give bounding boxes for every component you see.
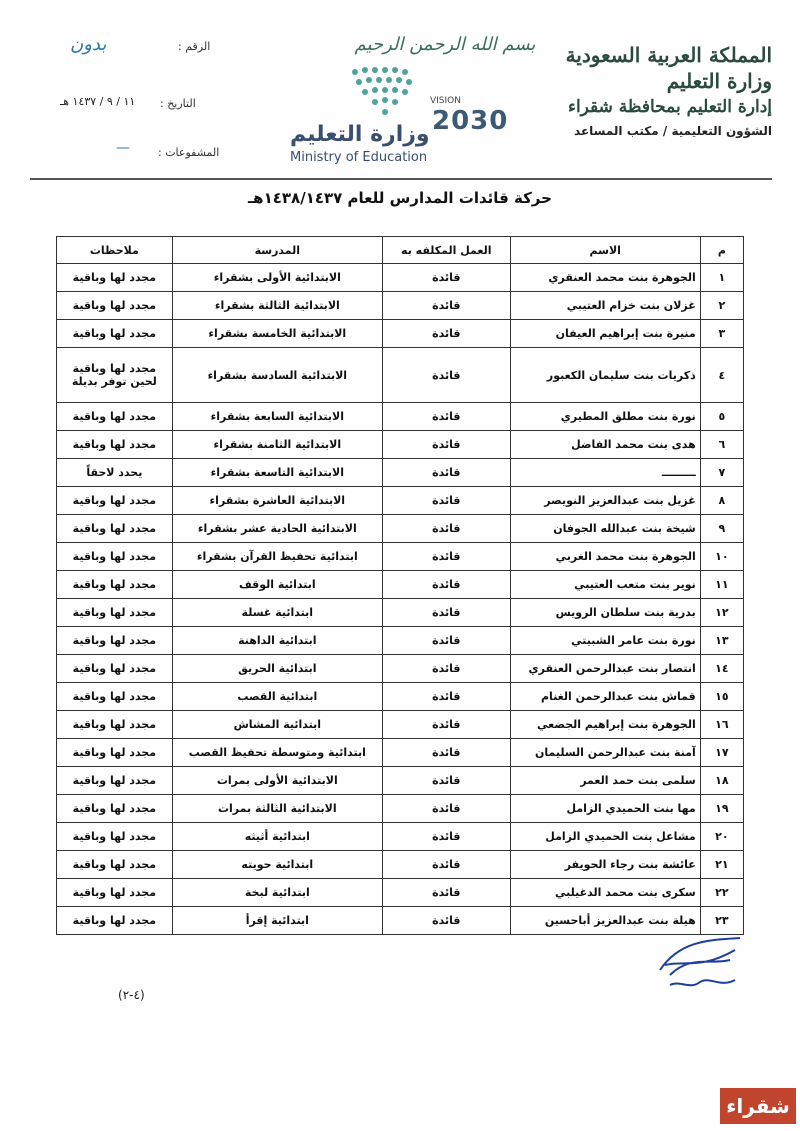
cell-notes: مجدد لها وباقية <box>57 795 173 823</box>
cell-role: قائدة <box>382 459 510 487</box>
table-row <box>57 599 744 627</box>
cell-role: قائدة <box>382 655 510 683</box>
cell-number: ٩ <box>700 515 743 543</box>
cell-school: ابتدائية ومتوسطة تحفيظ القصب <box>172 739 382 767</box>
cell-notes: مجدد لها وباقية <box>57 767 173 795</box>
ref-number-label: الرقم : <box>178 40 211 53</box>
page-number: (٤-٢) <box>118 988 145 1002</box>
header-divider <box>30 178 772 180</box>
cell-number: ٧ <box>700 459 743 487</box>
cell-name: مشاعل بنت الحميدي الزامل <box>510 823 700 851</box>
cell-role: قائدة <box>382 320 510 348</box>
cell-role: قائدة <box>382 515 510 543</box>
letterhead-kingdom-block <box>522 42 772 138</box>
cell-role: قائدة <box>382 599 510 627</box>
cell-name: سكرى بنت محمد الدغيلبي <box>510 879 700 907</box>
col-header-role: العمل المكلفه به <box>382 237 510 264</box>
cell-role: قائدة <box>382 292 510 320</box>
cell-number: ١٢ <box>700 599 743 627</box>
cell-notes: مجدد لها وباقية <box>57 739 173 767</box>
table-row <box>57 320 744 348</box>
table-row <box>57 767 744 795</box>
cell-name: ـــــــــ <box>510 459 700 487</box>
kingdom-name: المملكة العربية السعودية <box>565 43 772 67</box>
cell-notes: مجدد لها وباقية <box>57 627 173 655</box>
document-title: حركة قائدات المدارس للعام ١٤٣٨/١٤٣٧هـ <box>248 189 552 207</box>
cell-notes: مجدد لها وباقية <box>57 487 173 515</box>
cell-school: ابتدائية حويته <box>172 851 382 879</box>
cell-name: غزيل بنت عبدالعزيز النويصر <box>510 487 700 515</box>
cell-number: ١٧ <box>700 739 743 767</box>
cell-number: ٥ <box>700 403 743 431</box>
cell-school: الابتدائية السابعة بشقراء <box>172 403 382 431</box>
table-row <box>57 571 744 599</box>
cell-school: الابتدائية الحادية عشر بشقراء <box>172 515 382 543</box>
principals-table <box>56 236 744 935</box>
cell-name: ذكريات بنت سليمان الكعبور <box>510 348 700 403</box>
cell-name: نورة بنت عامر الشبيتي <box>510 627 700 655</box>
cell-role: قائدة <box>382 711 510 739</box>
ministry-name: وزارة التعليم <box>666 69 772 93</box>
cell-notes: مجدد لها وباقية <box>57 655 173 683</box>
col-header-name: الاسم <box>510 237 700 264</box>
table-row <box>57 711 744 739</box>
administration-name: إدارة التعليم بمحافظة شقراء <box>567 97 772 117</box>
attachments-label: المشفوعات : <box>158 146 220 159</box>
table-row <box>57 823 744 851</box>
cell-name: الجوهرة بنت إبراهيم الجضعي <box>510 711 700 739</box>
cell-notes: مجدد لها وباقية <box>57 320 173 348</box>
cell-name: شيخة بنت عبدالله الجوفان <box>510 515 700 543</box>
cell-school: ابتدائية المشاش <box>172 711 382 739</box>
cell-number: ٢٢ <box>700 879 743 907</box>
cell-role: قائدة <box>382 907 510 935</box>
cell-number: ٣ <box>700 320 743 348</box>
table-row <box>57 655 744 683</box>
brand-logo: شقراء <box>720 1088 796 1124</box>
cell-role: قائدة <box>382 487 510 515</box>
table-row <box>57 348 744 403</box>
cell-school: ابتدائية تحفيظ القرآن بشقراء <box>172 543 382 571</box>
cell-name: عائشة بنت رجاء الحويفر <box>510 851 700 879</box>
cell-role: قائدة <box>382 683 510 711</box>
cell-school: الابتدائية السادسة بشقراء <box>172 348 382 403</box>
cell-role: قائدة <box>382 823 510 851</box>
cell-role: قائدة <box>382 543 510 571</box>
cell-school: الابتدائية الثالثة بشقراء <box>172 292 382 320</box>
cell-role: قائدة <box>382 851 510 879</box>
cell-school: ابتدائية أثيثه <box>172 823 382 851</box>
table-row <box>57 292 744 320</box>
cell-notes: مجدد لها وباقية <box>57 879 173 907</box>
table-row <box>57 264 744 292</box>
cell-school: ابتدائية الحريق <box>172 655 382 683</box>
ref-number-value: بدون <box>70 34 107 55</box>
cell-role: قائدة <box>382 879 510 907</box>
cell-number: ٢١ <box>700 851 743 879</box>
cell-name: الجوهرة بنت محمد الغربي <box>510 543 700 571</box>
logo-arabic: وزارة التعليم <box>290 122 430 147</box>
table-row <box>57 487 744 515</box>
table-row <box>57 403 744 431</box>
table-row <box>57 739 744 767</box>
cell-school: ابتدائية غسلة <box>172 599 382 627</box>
cell-notes: مجدد لها وباقية <box>57 515 173 543</box>
cell-notes: مجدد لها وباقية لحين توفر بديلة <box>57 348 173 403</box>
vision-label: VISION <box>430 96 461 106</box>
cell-name: انتصار بنت عبدالرحمن العنقري <box>510 655 700 683</box>
cell-role: قائدة <box>382 571 510 599</box>
cell-school: ابتدائية الداهنة <box>172 627 382 655</box>
table-row <box>57 431 744 459</box>
cell-number: ١٤ <box>700 655 743 683</box>
cell-name: نوير بنت متعب العتيبي <box>510 571 700 599</box>
ref-date-value: ١١ / ٩ / ١٤٣٧ هـ <box>60 95 136 108</box>
cell-school: ابتدائية إقرأ <box>172 907 382 935</box>
cell-school: الابتدائية الثالثة بمرات <box>172 795 382 823</box>
cell-number: ١١ <box>700 571 743 599</box>
cell-number: ١ <box>700 264 743 292</box>
cell-number: ٢ <box>700 292 743 320</box>
cell-name: هيلة بنت عبدالعزيز أباحسين <box>510 907 700 935</box>
cell-role: قائدة <box>382 403 510 431</box>
cell-school: الابتدائية العاشرة بشقراء <box>172 487 382 515</box>
cell-name: نورة بنت مطلق المطيري <box>510 403 700 431</box>
cell-school: الابتدائية الأولى بشقراء <box>172 264 382 292</box>
table-row <box>57 879 744 907</box>
logo-english: Ministry of Education <box>290 150 428 165</box>
cell-name: الجوهرة بنت محمد العنقري <box>510 264 700 292</box>
cell-role: قائدة <box>382 627 510 655</box>
cell-number: ١٠ <box>700 543 743 571</box>
cell-number: ١٥ <box>700 683 743 711</box>
cell-school: ابتدائية لبخة <box>172 879 382 907</box>
cell-notes: مجدد لها وباقية <box>57 571 173 599</box>
cell-name: آمنة بنت عبدالرحمن السليمان <box>510 739 700 767</box>
cell-number: ١٣ <box>700 627 743 655</box>
cell-notes: مجدد لها وباقية <box>57 292 173 320</box>
table-header-row <box>57 237 744 264</box>
cell-notes: مجدد لها وباقية <box>57 599 173 627</box>
cell-role: قائدة <box>382 739 510 767</box>
cell-number: ١٦ <box>700 711 743 739</box>
attachments-value: — <box>116 140 130 156</box>
col-header-number: م <box>700 237 743 264</box>
ref-date-label: التاريخ : <box>160 97 196 110</box>
table-row <box>57 851 744 879</box>
cell-name: هدى بنت محمد الفاضل <box>510 431 700 459</box>
cell-role: قائدة <box>382 348 510 403</box>
cell-role: قائدة <box>382 767 510 795</box>
table-row <box>57 459 744 487</box>
table-row <box>57 683 744 711</box>
col-header-school: المدرسة <box>172 237 382 264</box>
cell-name: سلمى بنت حمد العمر <box>510 767 700 795</box>
cell-number: ٢٣ <box>700 907 743 935</box>
table-row <box>57 907 744 935</box>
cell-school: الابتدائية الأولى بمرات <box>172 767 382 795</box>
department-name: الشؤون التعليمية / مكتب المساعد <box>574 124 772 138</box>
cell-number: ٢٠ <box>700 823 743 851</box>
cell-notes: مجدد لها وباقية <box>57 543 173 571</box>
cell-school: الابتدائية الخامسة بشقراء <box>172 320 382 348</box>
cell-role: قائدة <box>382 795 510 823</box>
cell-number: ٦ <box>700 431 743 459</box>
signature-icon <box>650 930 750 1000</box>
cell-notes: مجدد لها وباقية <box>57 851 173 879</box>
cell-name: غزلان بنت خزام العتيبي <box>510 292 700 320</box>
col-header-notes: ملاحظات <box>57 237 173 264</box>
cell-school: ابتدائية القصب <box>172 683 382 711</box>
cell-name: مها بنت الحميدي الزامل <box>510 795 700 823</box>
cell-name: قماش بنت عبدالرحمن الغنام <box>510 683 700 711</box>
cell-notes: مجدد لها وباقية <box>57 683 173 711</box>
cell-school: الابتدائية التاسعة بشقراء <box>172 459 382 487</box>
cell-name: منيرة بنت إبراهيم العيفان <box>510 320 700 348</box>
cell-number: ٨ <box>700 487 743 515</box>
cell-role: قائدة <box>382 431 510 459</box>
table-row <box>57 515 744 543</box>
cell-notes: يحدد لاحقاً <box>57 459 173 487</box>
cell-notes: مجدد لها وباقية <box>57 431 173 459</box>
cell-notes: مجدد لها وباقية <box>57 711 173 739</box>
cell-number: ١٨ <box>700 767 743 795</box>
cell-school: ابتدائية الوقف <box>172 571 382 599</box>
cell-school: الابتدائية الثامنة بشقراء <box>172 431 382 459</box>
ministry-logo-icon <box>345 62 425 122</box>
basmala: بسم الله الرحمن الرحيم <box>354 34 536 55</box>
cell-notes: مجدد لها وباقية <box>57 403 173 431</box>
table-row <box>57 543 744 571</box>
table-row <box>57 795 744 823</box>
cell-number: ٤ <box>700 348 743 403</box>
table-body <box>57 264 744 935</box>
cell-notes: مجدد لها وباقية <box>57 907 173 935</box>
table-row <box>57 627 744 655</box>
cell-name: بدرية بنت سلطان الرويس <box>510 599 700 627</box>
cell-number: ١٩ <box>700 795 743 823</box>
cell-role: قائدة <box>382 264 510 292</box>
cell-notes: مجدد لها وباقية <box>57 264 173 292</box>
vision-year: 2030 <box>432 106 509 136</box>
cell-notes: مجدد لها وباقية <box>57 823 173 851</box>
